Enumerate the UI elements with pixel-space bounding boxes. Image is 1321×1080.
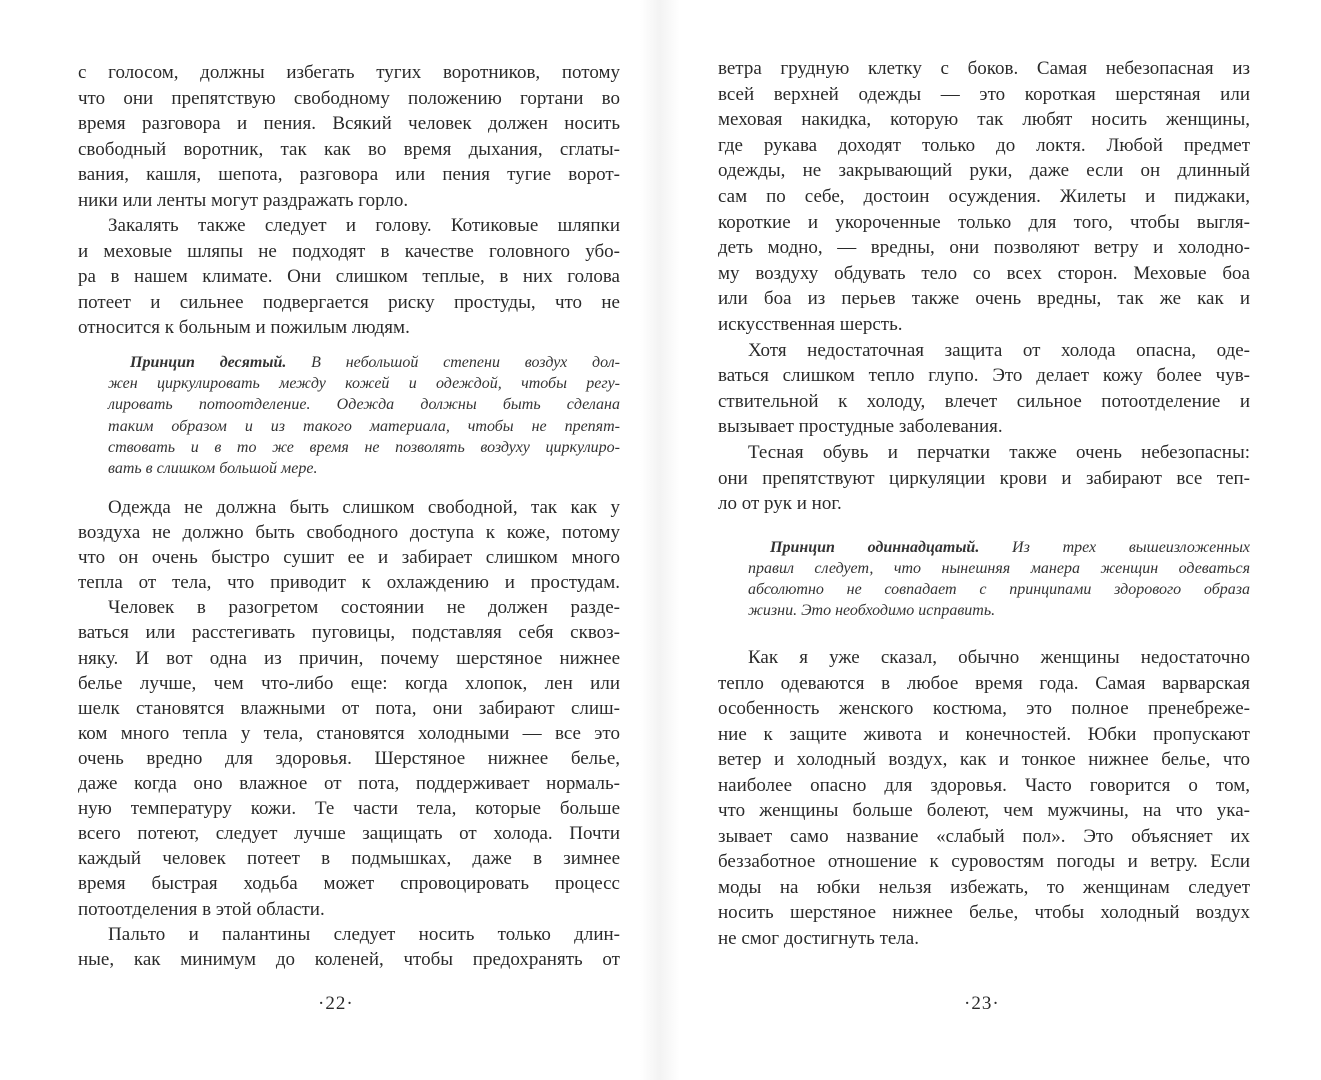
- text-line: ваться слишком тепло глупо. Это делает кожу более чув-: [718, 365, 1250, 387]
- text-line: ветра грудную клетку с боков. Самая небезопасная из: [718, 58, 1250, 79]
- text-line: абсолютно не совпадает с принципами здорового образа: [748, 581, 1250, 598]
- text-line: каждый человек потеет в подмышках, даже в зимнее: [78, 848, 620, 870]
- text-line: Одежда не должна быть слишком свободной, так как у: [108, 497, 620, 518]
- text-line: лировать потоотделение. Одежда должны быть сделана: [108, 396, 620, 414]
- page-right: [661, 0, 1321, 1080]
- page-number: ·22·: [318, 993, 354, 1014]
- text-line: ра в нашем климате. Они слишком теплые, в них голова: [78, 266, 620, 287]
- text-line: тепла от тела, что приводит к охлаждению и простудам.: [78, 572, 620, 594]
- text-line: правил следует, что нынешняя манера женщин одеваться: [748, 560, 1250, 577]
- text-line: ные, как минимум до коленей, чтобы предохранять от: [78, 948, 620, 970]
- text-line: время разговора и пения. Всякий человек должен носить: [78, 113, 620, 134]
- text-block: [78, 60, 620, 341]
- text-line: и меховые шляпы не подходят в качестве головного убо-: [78, 240, 620, 262]
- text-line: ную температуру кожи. Те части тела, которые больше: [78, 798, 620, 820]
- principle-title: Принцип одиннадцатый.: [770, 539, 980, 556]
- text-line: наиболее опасно для здоровья. Часто говорится о том,: [718, 774, 1250, 796]
- text-line: что женщины больше болеют, чем мужчины, на что ука-: [718, 800, 1250, 821]
- text-line: даже когда оно влажное от пота, поддерживает нормаль-: [78, 773, 620, 795]
- text-line: таким образом и из такого материала, чтобы не препят-: [108, 417, 620, 435]
- text-line: ники или ленты могут раздражать горло.: [78, 189, 409, 211]
- text-line: Как я уже сказал, обычно женщины недостаточно: [748, 647, 1250, 668]
- text-line: потоотделения в этой области.: [78, 898, 325, 920]
- principle-block: [108, 352, 620, 479]
- text-line: ло от рук и ног.: [718, 493, 842, 515]
- text-line: му воздуху обдувать тело со всех сторон. Меховые боа: [718, 262, 1250, 284]
- text-line: искусственная шерсть.: [718, 313, 903, 335]
- text-line: меховая накидка, которую так любят носить женщины,: [718, 109, 1250, 131]
- text-line: зывает само название «слабый пол». Это объясняет их: [718, 825, 1250, 847]
- text-line: Хотя недостаточная защита от холода опасна, оде-: [748, 339, 1250, 361]
- text-line: время быстрая ходьба может спровоцировать процесс: [78, 873, 620, 895]
- text-line: особенность женского костюма, это полное пренебреже-: [718, 698, 1250, 719]
- text-line: свободный воротник, так как во время дыхания, сглаты-: [78, 138, 620, 160]
- text-block: [78, 495, 620, 972]
- text-line: воздуха не должно быть свободного доступа к коже, потому: [78, 522, 620, 544]
- text-line: няку. И вот одна из причин, почему шерстяное нижнее: [78, 647, 620, 669]
- text-line: вания, кашля, шепота, разговора или пения тугие ворот-: [78, 164, 620, 185]
- text-line: шелк становятся влажными от пота, они забирают слиш-: [78, 697, 620, 719]
- text-line: всей верхней одежды — это короткая шерстяная или: [718, 83, 1250, 105]
- text-line: [108, 352, 620, 373]
- text-line: с голосом, должны избегать тугих воротников, потому: [78, 62, 620, 83]
- text-line: одежды, не закрывающий руки, даже если он длинный: [718, 160, 1250, 182]
- text-line: не смог достигнуть тела.: [718, 927, 919, 949]
- text-line: потеет и сильнее подвергается риску простуды, что не: [78, 291, 620, 313]
- text-line: Пальто и палантины следует носить только длин-: [108, 923, 620, 945]
- text-line: жен циркулировать между кожей и одеждой, чтобы регу-: [108, 375, 620, 393]
- text-line: что они препятствую свободному положению гортани во: [78, 87, 620, 109]
- text-line: вызывает простудные заболевания.: [718, 416, 1003, 438]
- text-block: [718, 56, 1250, 517]
- page-left: [0, 0, 660, 1080]
- text-line: носить шерстяное нижнее белье, чтобы холодный воздух: [718, 902, 1250, 923]
- text-line: где рукава доходят только до локтя. Любой предмет: [718, 134, 1250, 156]
- text-line: тепло одеваются в любое время года. Самая варварская: [718, 672, 1250, 694]
- text-line: ние к защите живота и конечностей. Юбки пропускают: [718, 723, 1250, 745]
- text-line: белье лучше, чем что-либо еще: когда хлопок, лен или: [78, 672, 620, 694]
- principle-text: Из трех вышеизложенных: [979, 539, 1251, 556]
- text-line: деть модно, — вредны, они позволяют ветру и холодно-: [718, 237, 1250, 259]
- text-line: ком много тепла у тела, становятся холодными — все это: [78, 722, 620, 744]
- text-line: ствительной к холоду, влечет сильное потоотделение и: [718, 390, 1250, 412]
- text-line: относится к больным и пожилым людям.: [78, 317, 410, 338]
- text-line: сам по себе, достоин осуждения. Жилеты и пиджаки,: [718, 185, 1250, 207]
- text-line: ствовать и в то же время не позволять воздуху циркулиро-: [108, 438, 620, 456]
- text-line: жизни. Это необходимо исправить.: [748, 602, 996, 619]
- principle-title: Принцип десятый.: [130, 354, 287, 371]
- text-line: [748, 537, 1250, 558]
- text-line: очень вредно для здоровья. Шерстяное нижнее белье,: [78, 747, 620, 769]
- text-line: они препятствуют циркуляции крови и забирают все теп-: [718, 467, 1250, 489]
- principle-block: [748, 537, 1250, 621]
- text-line: Человек в разогретом состоянии не должен разде-: [108, 597, 620, 619]
- text-line: вать в слишком большой мере.: [108, 460, 318, 478]
- text-line: моды на юбки нельзя избежать, то женщинам следует: [718, 876, 1250, 898]
- text-line: Тесная обувь и перчатки также очень небезопасны:: [748, 441, 1250, 463]
- text-line: короткие и укороченные только для того, чтобы выгля-: [718, 211, 1250, 233]
- text-block: [718, 645, 1250, 951]
- text-line: или боа из перьев также очень вредны, так же как и: [718, 288, 1250, 310]
- text-line: беззаботное отношение к суровостям погоды и ветру. Если: [718, 851, 1250, 872]
- principle-text: В небольшой степени воздух дол-: [286, 354, 620, 371]
- page-number: ·23·: [964, 993, 1000, 1014]
- text-line: ветер и холодный воздух, как и тонкое нижнее белье, что: [718, 749, 1250, 770]
- text-line: что он очень быстро сушит ее и забирает слишком много: [78, 547, 620, 569]
- text-line: Закалять также следует и голову. Котиковые шляпки: [108, 215, 620, 236]
- text-line: ваться или расстегивать пуговицы, подставляя себя сквоз-: [78, 622, 620, 644]
- text-line: всего потеют, следует лучше защищать от холода. Почти: [78, 823, 620, 845]
